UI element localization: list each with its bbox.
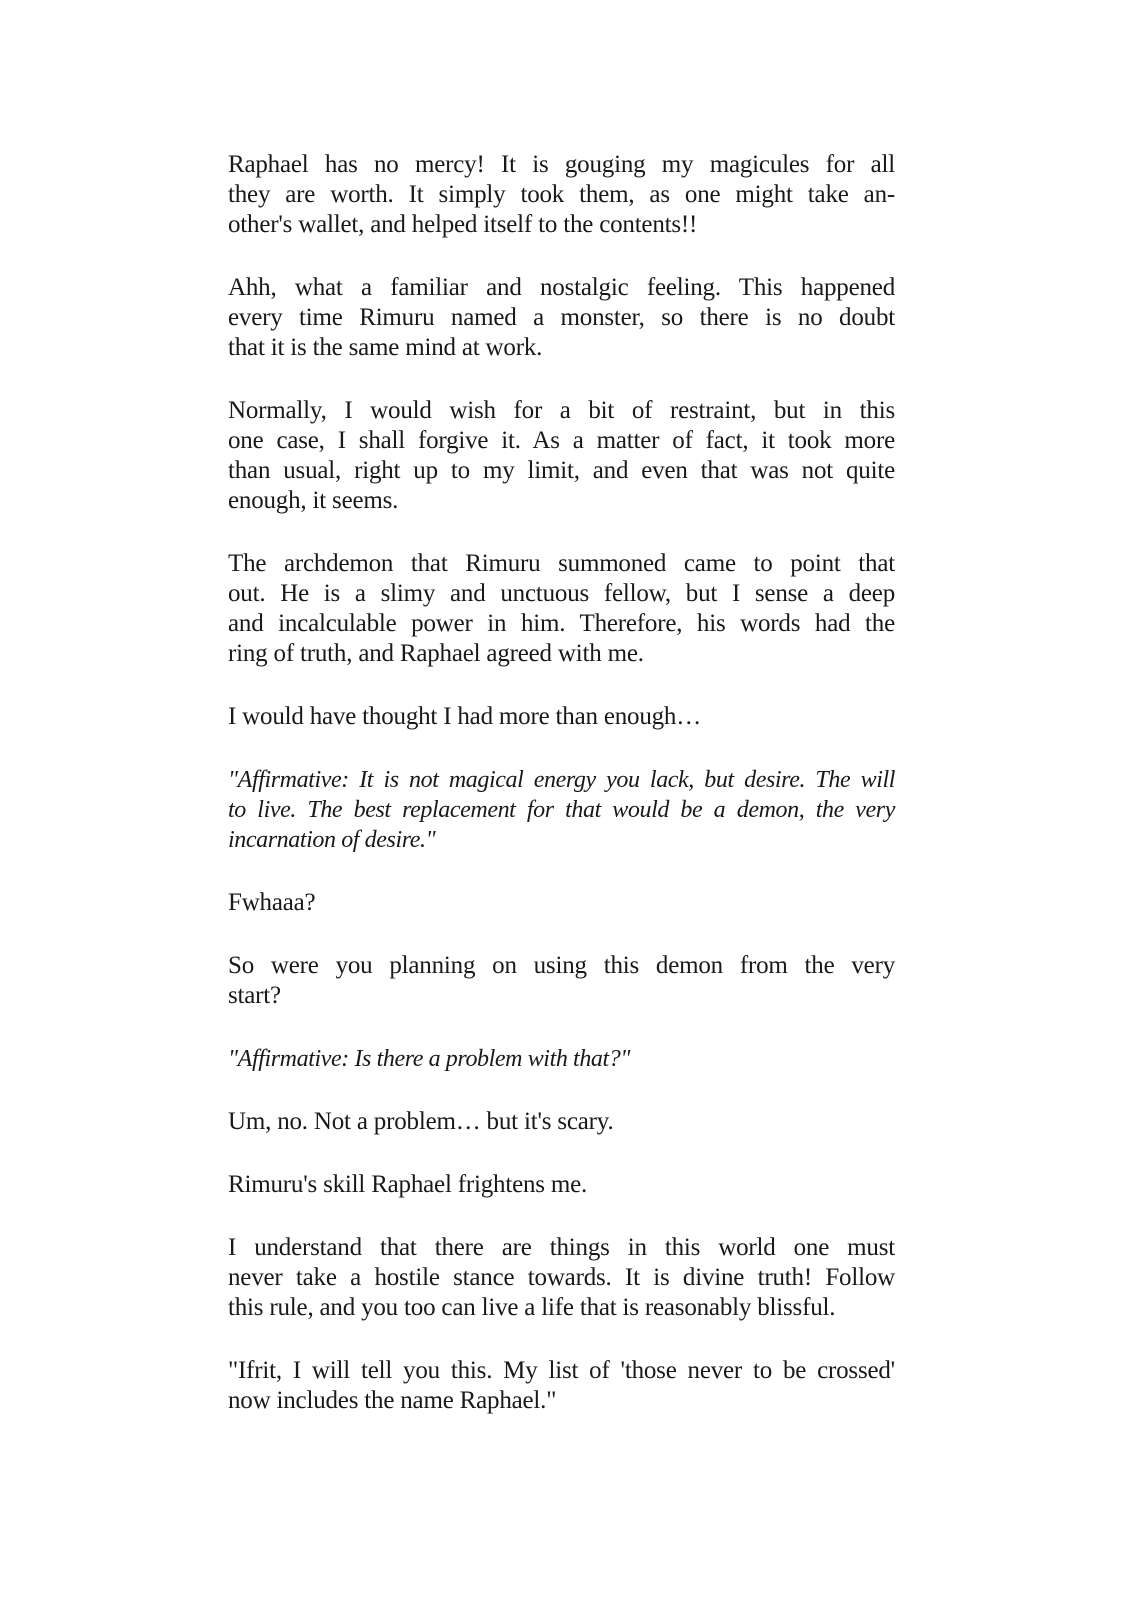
text-line: Normally, I would wish for a bit of restraint, but in this <box>228 397 895 424</box>
skill-voice-paragraph <box>228 765 895 855</box>
text-line: So were you planning on using this demon from the very <box>228 952 895 979</box>
text-line: I would have thought I had more than enough… <box>228 703 702 730</box>
paragraph <box>228 702 895 732</box>
text-line: than usual, right up to my limit, and even that was not quite <box>228 457 895 484</box>
text-line: that it is the same mind at work. <box>228 334 543 361</box>
text-line: start? <box>228 982 281 1009</box>
text-line: enough, it seems. <box>228 487 399 514</box>
text-line: incarnation of desire." <box>228 827 436 853</box>
text-line: they are worth. It simply took them, as one might take an- <box>228 181 895 208</box>
paragraph <box>228 951 895 1011</box>
paragraph <box>228 1356 895 1416</box>
text-line: Um, no. Not a problem… but it's scary. <box>228 1108 614 1135</box>
text-line: every time Rimuru named a monster, so there is no doubt <box>228 304 895 331</box>
text-line: out. He is a slimy and unctuous fellow, but I sense a deep <box>228 580 895 607</box>
paragraph <box>228 1107 895 1137</box>
text-line: other's wallet, and helped itself to the contents!! <box>228 211 698 238</box>
text-line: this rule, and you too can live a life that is reasonably blissful. <box>228 1294 836 1321</box>
text-line: Rimuru's skill Raphael frightens me. <box>228 1171 588 1198</box>
paragraph <box>228 888 895 918</box>
paragraph <box>228 150 895 240</box>
paragraph <box>228 549 895 669</box>
text-line: Fwhaaa? <box>228 889 316 916</box>
text-line: one case, I shall forgive it. As a matter of fact, it took more <box>228 427 895 454</box>
paragraph <box>228 396 895 516</box>
paragraph <box>228 1170 895 1200</box>
text-line: now includes the name Raphael." <box>228 1387 557 1414</box>
text-block <box>228 150 895 1449</box>
text-line: to live. The best replacement for that would be a demon, the very <box>228 797 895 823</box>
text-line: "Ifrit, I will tell you this. My list of 'those never to be crossed' <box>228 1357 895 1384</box>
text-line: and incalculable power in him. Therefore, his words had the <box>228 610 895 637</box>
skill-voice-paragraph <box>228 1044 895 1074</box>
text-line: "Affirmative: Is there a problem with that?" <box>228 1046 631 1072</box>
text-line: never take a hostile stance towards. It is divine truth! Follow <box>228 1264 895 1291</box>
text-line: Raphael has no mercy! It is gouging my magicules for all <box>228 151 895 178</box>
text-line: "Affirmative: It is not magical energy you lack, but desire. The will <box>228 767 895 793</box>
text-line: I understand that there are things in this world one must <box>228 1234 895 1261</box>
text-line: ring of truth, and Raphael agreed with me. <box>228 640 644 667</box>
paragraph <box>228 1233 895 1323</box>
text-line: The archdemon that Rimuru summoned came to point that <box>228 550 895 577</box>
text-line: Ahh, what a familiar and nostalgic feeling. This happened <box>228 274 895 301</box>
paragraph <box>228 273 895 363</box>
